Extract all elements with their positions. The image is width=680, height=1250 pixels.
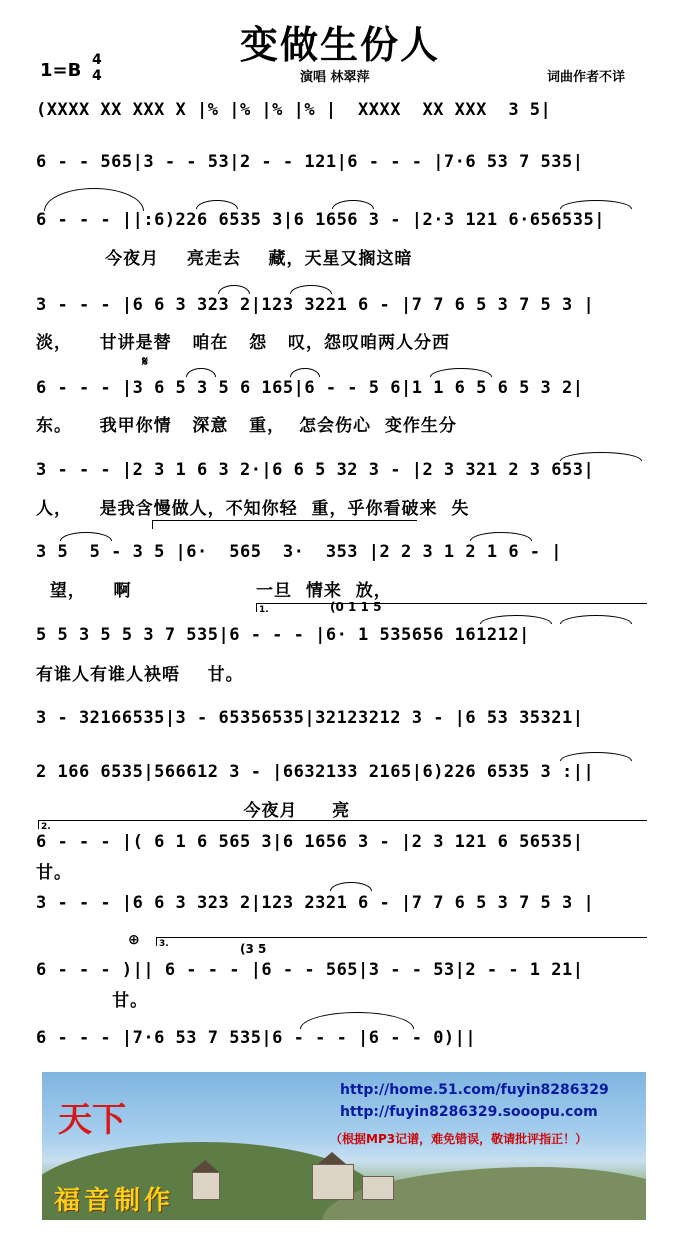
- lyric-line: 有谁人有谁人袂唔 甘。: [36, 665, 244, 685]
- website-link-2[interactable]: http://fuyin8286329.sooopu.com: [340, 1104, 598, 1120]
- tie-slur: [60, 532, 112, 541]
- notation-line: 3 - - - |6 6 3 323 2|123 3221 6 - |7 7 6 5 3 7 5 3 |: [36, 295, 595, 315]
- staff-row: [36, 1028, 648, 1058]
- notation-line: 6 - - - )|| 6 - - - |6 - - 565|3 - - 53|2 - - 1 21|: [36, 960, 584, 980]
- segno-icon: 𝄋: [142, 354, 149, 370]
- tie-slur: [290, 368, 320, 377]
- staff-row: [36, 542, 648, 572]
- tie-slur: [186, 368, 216, 377]
- tie-slur: [218, 285, 250, 294]
- tie-slur: [480, 615, 552, 624]
- singer-credit: 演唱 林翠萍: [300, 70, 370, 85]
- notation-line: 6 - - 565|3 - - 53|2 - - 121|6 - - - |7·6 53 7 535|: [36, 152, 584, 172]
- house-shape: [312, 1164, 354, 1200]
- logo-text-top: 天下: [58, 1100, 126, 1140]
- time-signature-top: 4: [92, 52, 102, 68]
- staff-row: [36, 893, 648, 923]
- notation-line: 6 - - - ||:6)226 6535 3|6 1656 3 - |2·3 121 6·656535|: [36, 210, 605, 230]
- lyric-line: 望， 啊 一旦 情来 放，: [36, 581, 392, 601]
- staff-row: [36, 762, 648, 792]
- staff-row: [36, 378, 648, 408]
- volta-label-3: 3.: [159, 939, 169, 949]
- website-link-1[interactable]: http://home.51.com/fuyin8286329: [340, 1082, 609, 1098]
- disclaimer-note: （根据MP3记谱，难免错误，敬请批评指正！）: [330, 1132, 588, 1146]
- key-signature: 1=B: [40, 60, 82, 81]
- notation-line: 6 - - - |7·6 53 7 535|6 - - - |6 - - 0)||: [36, 1028, 477, 1048]
- tie-slur: [430, 368, 492, 377]
- lyric-line: 甘。: [36, 863, 72, 883]
- coda-icon: ⊕: [128, 932, 140, 948]
- volta-bracket-3: [156, 937, 647, 946]
- volta-bracket-1: [256, 603, 647, 612]
- tie-slur: [290, 285, 332, 294]
- phrase-slur: [44, 188, 144, 211]
- roof-shape: [318, 1152, 346, 1164]
- tie-slur: [196, 200, 238, 209]
- volta-label-1: 1.: [259, 605, 269, 615]
- phrase-slur: [300, 1012, 414, 1029]
- staff-row: [36, 100, 648, 130]
- grace-notes-1: (0 1 1 5: [330, 600, 382, 614]
- volta-bracket-2: [38, 820, 647, 829]
- notation-line: 6 - - - |3 6 5 3 5 6 165|6 - - 5 6|1 1 6 5 6 5 3 2|: [36, 378, 584, 398]
- volta-bracket-4: [152, 520, 417, 529]
- time-signature-bottom: 4: [92, 68, 102, 84]
- tie-slur: [332, 200, 374, 209]
- volta-label-2: 2.: [41, 822, 51, 832]
- notation-line: 5 5 3 5 5 3 7 535|6 - - - |6· 1 535656 161212|: [36, 625, 530, 645]
- lyric-line: 今夜月 亮: [36, 801, 351, 821]
- house-shape: [192, 1172, 220, 1200]
- house-shape: [362, 1176, 394, 1200]
- tie-slur: [560, 615, 632, 624]
- grace-notes-2: (3 5: [240, 942, 267, 956]
- staff-row: [36, 460, 648, 490]
- tie-slur: [330, 882, 372, 891]
- footer-banner: [42, 1072, 646, 1220]
- tie-slur: [560, 752, 632, 761]
- staff-row: [36, 708, 648, 738]
- tie-slur: [470, 532, 532, 541]
- staff-row: [36, 152, 648, 182]
- composer-credit: 词曲作者不详: [547, 70, 626, 85]
- lyric-line: 今夜月 亮走去 藏，天星又搁这暗: [36, 249, 413, 269]
- staff-row: [36, 210, 648, 240]
- notation-line: 3 - 32166535|3 - 65356535|32123212 3 - |6 53 35321|: [36, 708, 584, 728]
- lyric-line: 东。 我甲你情 深意 重， 怎会伤心 变作生分: [36, 416, 457, 436]
- staff-row: [36, 295, 648, 325]
- lyric-line: 淡， 甘讲是替 咱在 怨 叹，怨叹咱两人分西: [36, 333, 450, 353]
- tie-slur: [560, 200, 632, 209]
- staff-row: [36, 625, 648, 655]
- notation-line: 6 - - - |( 6 1 6 565 3|6 1656 3 - |2 3 121 6 56535|: [36, 832, 584, 852]
- roof-shape: [191, 1160, 219, 1172]
- song-title: 变做生份人: [239, 22, 440, 67]
- notation-line: 3 5 5 - 3 5 |6· 565 3· 353 |2 2 3 1 2 1 6 - |: [36, 542, 563, 562]
- lyric-line: 甘。: [36, 991, 149, 1011]
- notation-line: 3 - - - |2 3 1 6 3 2·|6 6 5 32 3 - |2 3 321 2 3 653|: [36, 460, 595, 480]
- notation-line: 2 166 6535|566612 3 - |6632133 2165|6)226 6535 3 :||: [36, 762, 595, 782]
- time-signature: [92, 52, 102, 84]
- notation-line: 3 - - - |6 6 3 323 2|123 2321 6 - |7 7 6 5 3 7 5 3 |: [36, 893, 595, 913]
- notation-line: (XXXX XX XXX X |% |% |% |% | XXXX XX XXX 3 5|: [36, 100, 552, 120]
- logo-text-bottom: 福音制作: [54, 1186, 175, 1216]
- lyric-line: 人， 是我含慢做人，不知你轻 重，乎你看破来 失: [36, 499, 470, 519]
